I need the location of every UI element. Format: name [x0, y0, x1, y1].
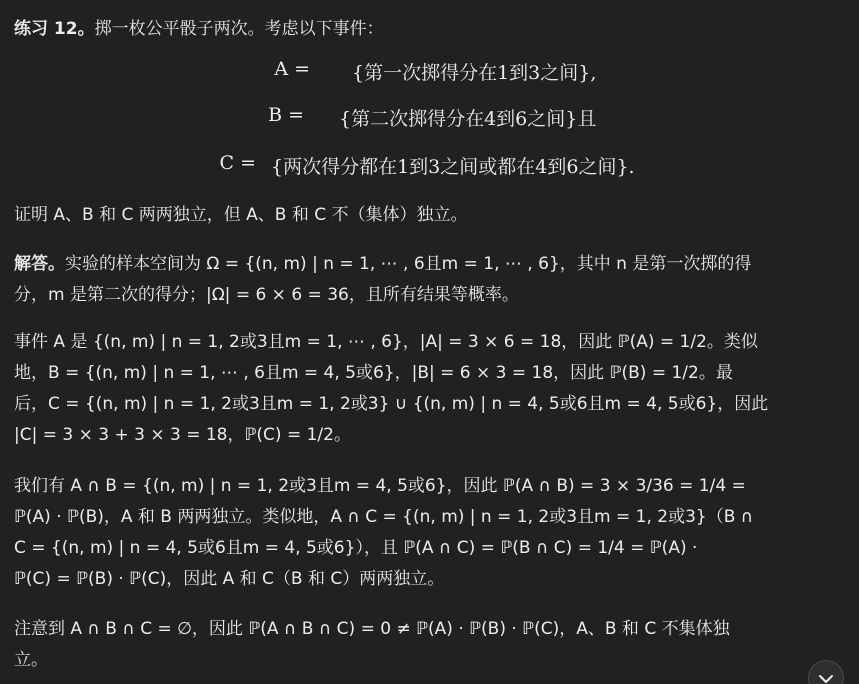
pairwise-line: ℙ(A) · ℙ(B)，A 和 B 两两独立。类似地，A ∩ C = {(n, m) | n = 1, 2或3且m = 1, 2或3}（B ∩: [14, 507, 754, 527]
event-a-lhs: A =: [274, 58, 310, 80]
chevron-down-icon: [818, 669, 834, 684]
event-a-equation: [14, 58, 854, 92]
exercise-header: [14, 14, 854, 45]
prove-line: 证明 A、B 和 C 两两独立，但 A、B 和 C 不（集体）独立。: [14, 205, 468, 225]
events-line: 后，C = {(n, m) | n = 1, 2或3且m = 1, 2或3} ∪ {(n, m) | n = 4, 5或6且m = 4, 5或6}，因此: [14, 394, 769, 414]
event-c-rhs: {两次得分都在1到3之间或都在4到6之间}.: [271, 156, 635, 178]
prove-statement: [14, 200, 854, 231]
exercise-heading: 练习 12。: [14, 19, 95, 39]
event-b-equation: [14, 104, 854, 138]
solution-line-1: 实验的样本空间为 Ω = {(n, m) | n = 1, ⋯ , 6且m = 1, ⋯ , 6}，其中 n 是第一次掷的得: [65, 254, 752, 274]
event-b-rhs: {第二次掷得分在4到6之间}且: [339, 108, 597, 130]
solution-line-2: 分，m 是第二次的得分；|Ω| = 6 × 6 = 36，且所有结果等概率。: [14, 285, 519, 305]
events-line: 事件 A 是 {(n, m) | n = 1, 2或3且m = 1, ⋯ , 6}，|A| = 3 × 6 = 18，因此 ℙ(A) = 1/2。类似: [14, 332, 758, 352]
pairwise-line: ℙ(C) = ℙ(B) · ℙ(C)，因此 A 和 C（B 和 C）两两独立。: [14, 569, 445, 589]
solution-label: 解答。: [14, 254, 65, 274]
events-line: 地，B = {(n, m) | n = 1, ⋯ , 6且m = 4, 5或6}，|B| = 6 × 3 = 18，因此 ℙ(B) = 1/2。最: [14, 363, 733, 383]
note-line: 注意到 A ∩ B ∩ C = ∅，因此 ℙ(A ∩ B ∩ C) = 0 ≠ ℙ(A) · ℙ(B) · ℙ(C)，A、B 和 C 不集体独: [14, 619, 730, 639]
pairwise-line: 我们有 A ∩ B = {(n, m) | n = 1, 2或3且m = 4, 5或6}，因此 ℙ(A ∩ B) = 3 × 3/36 = 1/4 =: [14, 476, 746, 496]
note-line: 立。: [14, 650, 48, 670]
note-paragraph: [14, 614, 854, 676]
pairwise-line: C = {(n, m) | n = 4, 5或6且m = 4, 5或6}），且 ℙ(A ∩ C) = ℙ(B ∩ C) = 1/4 = ℙ(A) ·: [14, 538, 698, 558]
exercise-intro: 掷一枚公平骰子两次。考虑以下事件：: [94, 19, 384, 39]
event-c-equation: [14, 152, 854, 186]
event-c-lhs: C =: [219, 152, 256, 174]
event-a-rhs: {第一次掷得分在1到3之间},: [352, 62, 597, 84]
pairwise-paragraph: [14, 471, 854, 595]
event-b-lhs: B =: [268, 104, 304, 126]
solution-paragraph: [14, 249, 854, 311]
events-paragraph: [14, 327, 854, 451]
events-line: |C| = 3 × 3 + 3 × 3 = 18，ℙ(C) = 1/2。: [14, 425, 351, 445]
